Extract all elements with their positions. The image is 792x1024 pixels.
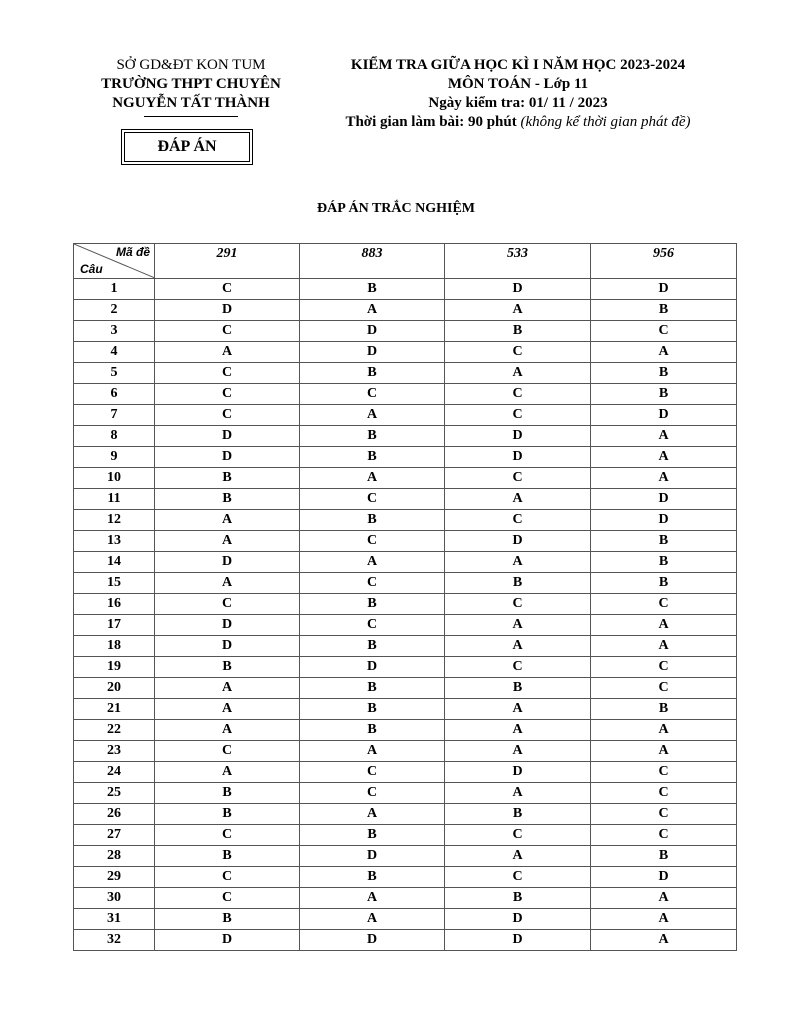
answer-cell: A [300, 300, 445, 321]
answer-cell: A [591, 720, 737, 741]
answer-cell: B [155, 909, 300, 930]
answer-cell: B [591, 552, 737, 573]
answer-cell: A [591, 447, 737, 468]
answer-cell: D [445, 426, 591, 447]
answer-cell: C [300, 573, 445, 594]
answer-cell: A [445, 720, 591, 741]
question-number: 16 [74, 594, 155, 615]
answer-cell: B [300, 447, 445, 468]
header-underline [144, 116, 238, 117]
answer-cell: D [155, 426, 300, 447]
answer-cell: A [155, 720, 300, 741]
answer-cell: D [445, 447, 591, 468]
duration-line [318, 113, 718, 132]
department-name: SỞ GD&ĐT KON TUM [116, 57, 266, 73]
answer-cell: D [445, 762, 591, 783]
question-number: 2 [74, 300, 155, 321]
table-row [74, 321, 737, 342]
answer-cell: D [445, 531, 591, 552]
question-number: 9 [74, 447, 155, 468]
answer-cell: B [591, 531, 737, 552]
answer-cell: B [591, 363, 737, 384]
answer-cell: C [300, 384, 445, 405]
corner-cell [74, 244, 155, 279]
table-row [74, 720, 737, 741]
answer-cell: A [155, 573, 300, 594]
table-row [74, 447, 737, 468]
answer-cell: B [591, 300, 737, 321]
question-number: 15 [74, 573, 155, 594]
answer-cell: C [445, 594, 591, 615]
answer-cell: D [591, 489, 737, 510]
answer-cell: B [300, 594, 445, 615]
header-right [318, 56, 718, 132]
answer-cell: A [591, 468, 737, 489]
answer-cell: C [155, 405, 300, 426]
answer-cell: A [591, 741, 737, 762]
table-row [74, 531, 737, 552]
question-number: 8 [74, 426, 155, 447]
answer-cell: A [155, 678, 300, 699]
answer-cell: B [300, 510, 445, 531]
answer-cell: C [155, 888, 300, 909]
answer-cell: A [300, 468, 445, 489]
answer-cell: C [155, 594, 300, 615]
table-row [74, 867, 737, 888]
question-number: 3 [74, 321, 155, 342]
answer-cell: D [300, 321, 445, 342]
table-row [74, 783, 737, 804]
school-name-line1: TRƯỜNG THPT CHUYÊN [101, 76, 281, 92]
table-row [74, 699, 737, 720]
answer-cell: A [300, 741, 445, 762]
answer-cell: C [155, 279, 300, 300]
answer-cell: C [155, 363, 300, 384]
answer-cell: A [155, 699, 300, 720]
answer-cell: C [445, 510, 591, 531]
answer-cell: C [445, 657, 591, 678]
table-row [74, 510, 737, 531]
exam-code-header: 956 [591, 244, 737, 279]
duration-text: Thời gian làm bài: 90 phút [345, 114, 517, 130]
answer-cell: C [591, 594, 737, 615]
question-number: 24 [74, 762, 155, 783]
corner-question-label: Câu [80, 262, 103, 276]
answer-cell: C [591, 783, 737, 804]
table-row [74, 594, 737, 615]
answer-cell: A [300, 405, 445, 426]
question-number: 22 [74, 720, 155, 741]
table-row [74, 363, 737, 384]
answer-cell: C [445, 468, 591, 489]
table-row [74, 804, 737, 825]
question-number: 25 [74, 783, 155, 804]
answer-cell: B [155, 657, 300, 678]
answer-cell: C [445, 867, 591, 888]
answer-cell: A [591, 636, 737, 657]
question-number: 10 [74, 468, 155, 489]
exam-code-header: 883 [300, 244, 445, 279]
answer-cell: B [300, 867, 445, 888]
answer-cell: C [591, 657, 737, 678]
answer-cell: C [155, 825, 300, 846]
question-number: 11 [74, 489, 155, 510]
answer-cell: D [445, 279, 591, 300]
answer-cell: B [591, 573, 737, 594]
answer-cell: A [591, 909, 737, 930]
answer-cell: A [445, 636, 591, 657]
table-row [74, 405, 737, 426]
answer-cell: D [155, 930, 300, 951]
table-row [74, 384, 737, 405]
answer-cell: C [300, 762, 445, 783]
question-number: 32 [74, 930, 155, 951]
question-number: 12 [74, 510, 155, 531]
answer-cell: B [155, 783, 300, 804]
answer-cell: C [300, 615, 445, 636]
answer-cell: C [300, 531, 445, 552]
table-row [74, 468, 737, 489]
exam-date: Ngày kiểm tra: 01/ 11 / 2023 [428, 95, 608, 111]
answer-cell: D [591, 867, 737, 888]
answer-cell: A [300, 552, 445, 573]
answer-table [73, 243, 737, 951]
header-left [76, 56, 306, 117]
question-number: 30 [74, 888, 155, 909]
answer-cell: A [445, 363, 591, 384]
answer-cell: C [591, 804, 737, 825]
table-header-row [74, 244, 737, 279]
answer-cell: A [155, 762, 300, 783]
answer-cell: D [591, 405, 737, 426]
question-number: 6 [74, 384, 155, 405]
answer-cell: A [300, 804, 445, 825]
answer-cell: A [445, 699, 591, 720]
question-number: 5 [74, 363, 155, 384]
answer-cell: B [300, 363, 445, 384]
answer-cell: D [300, 657, 445, 678]
answer-cell: B [445, 804, 591, 825]
answer-cell: B [300, 636, 445, 657]
table-row [74, 615, 737, 636]
answer-cell: A [591, 888, 737, 909]
question-number: 29 [74, 867, 155, 888]
answer-cell: C [445, 405, 591, 426]
answer-cell: C [445, 342, 591, 363]
answer-cell: C [591, 321, 737, 342]
answer-cell: B [445, 888, 591, 909]
question-number: 18 [74, 636, 155, 657]
exam-code-header: 533 [445, 244, 591, 279]
answer-cell: B [300, 699, 445, 720]
table-row [74, 825, 737, 846]
answer-table-body [74, 279, 737, 951]
answer-cell: C [300, 783, 445, 804]
answer-cell: B [300, 279, 445, 300]
answer-cell: B [155, 846, 300, 867]
section-title: ĐÁP ÁN TRẮC NGHIỆM [316, 201, 476, 216]
answer-cell: D [300, 930, 445, 951]
answer-key-box [121, 129, 253, 165]
corner-exam-code-label: Mã đề [115, 245, 150, 259]
answer-cell: A [591, 930, 737, 951]
answer-cell: B [300, 825, 445, 846]
answer-cell: D [300, 342, 445, 363]
answer-cell: D [155, 615, 300, 636]
answer-cell: A [445, 300, 591, 321]
answer-cell: B [445, 573, 591, 594]
table-row [74, 279, 737, 300]
answer-cell: B [300, 426, 445, 447]
answer-cell: D [155, 300, 300, 321]
answer-cell: A [445, 489, 591, 510]
answer-cell: C [155, 867, 300, 888]
answer-cell: C [300, 489, 445, 510]
answer-cell: A [445, 741, 591, 762]
answer-cell: B [155, 489, 300, 510]
table-row [74, 930, 737, 951]
table-row [74, 762, 737, 783]
table-row [74, 636, 737, 657]
question-number: 28 [74, 846, 155, 867]
question-number: 17 [74, 615, 155, 636]
answer-cell: A [591, 342, 737, 363]
answer-cell: D [300, 846, 445, 867]
question-number: 23 [74, 741, 155, 762]
answer-cell: A [155, 342, 300, 363]
answer-cell: C [445, 825, 591, 846]
question-number: 4 [74, 342, 155, 363]
table-row [74, 888, 737, 909]
table-row [74, 657, 737, 678]
answer-cell: B [445, 678, 591, 699]
answer-cell: B [591, 699, 737, 720]
question-number: 31 [74, 909, 155, 930]
answer-cell: B [445, 321, 591, 342]
table-row [74, 426, 737, 447]
question-number: 19 [74, 657, 155, 678]
question-number: 14 [74, 552, 155, 573]
answer-cell: A [300, 909, 445, 930]
answer-cell: A [155, 531, 300, 552]
question-number: 26 [74, 804, 155, 825]
answer-cell: A [445, 615, 591, 636]
answer-cell: C [445, 384, 591, 405]
question-number: 21 [74, 699, 155, 720]
table-row [74, 846, 737, 867]
table-row [74, 300, 737, 321]
answer-cell: A [445, 783, 591, 804]
answer-cell: D [445, 930, 591, 951]
table-row [74, 573, 737, 594]
answer-cell: B [155, 804, 300, 825]
answer-cell: D [591, 279, 737, 300]
answer-cell: B [591, 384, 737, 405]
question-number: 27 [74, 825, 155, 846]
question-number: 13 [74, 531, 155, 552]
question-number: 7 [74, 405, 155, 426]
question-number: 20 [74, 678, 155, 699]
answer-cell: A [445, 552, 591, 573]
exam-title: KIỂM TRA GIỮA HỌC KÌ I NĂM HỌC 2023-2024 [350, 57, 686, 73]
table-row [74, 678, 737, 699]
answer-cell: A [591, 426, 737, 447]
answer-cell: B [300, 678, 445, 699]
answer-cell: D [155, 552, 300, 573]
answer-cell: D [155, 447, 300, 468]
answer-cell: B [300, 720, 445, 741]
answer-cell: B [591, 846, 737, 867]
question-number: 1 [74, 279, 155, 300]
answer-cell: C [155, 741, 300, 762]
table-row [74, 909, 737, 930]
school-name-line2: NGUYỄN TẤT THÀNH [112, 95, 270, 111]
answer-cell: C [155, 321, 300, 342]
answer-cell: C [155, 384, 300, 405]
answer-cell: D [155, 636, 300, 657]
answer-cell: D [445, 909, 591, 930]
answer-cell: A [445, 846, 591, 867]
subject-line: MÔN TOÁN - Lớp 11 [447, 76, 589, 92]
table-row [74, 552, 737, 573]
table-row [74, 741, 737, 762]
answer-cell: A [591, 615, 737, 636]
table-row [74, 489, 737, 510]
answer-cell: A [300, 888, 445, 909]
answer-key-label: ĐÁP ÁN [124, 132, 250, 162]
exam-code-header: 291 [155, 244, 300, 279]
table-row [74, 342, 737, 363]
answer-cell: C [591, 762, 737, 783]
duration-note: (không kể thời gian phát đề) [520, 114, 691, 130]
answer-cell: B [155, 468, 300, 489]
answer-cell: D [591, 510, 737, 531]
answer-cell: C [591, 678, 737, 699]
answer-cell: A [155, 510, 300, 531]
answer-cell: C [591, 825, 737, 846]
